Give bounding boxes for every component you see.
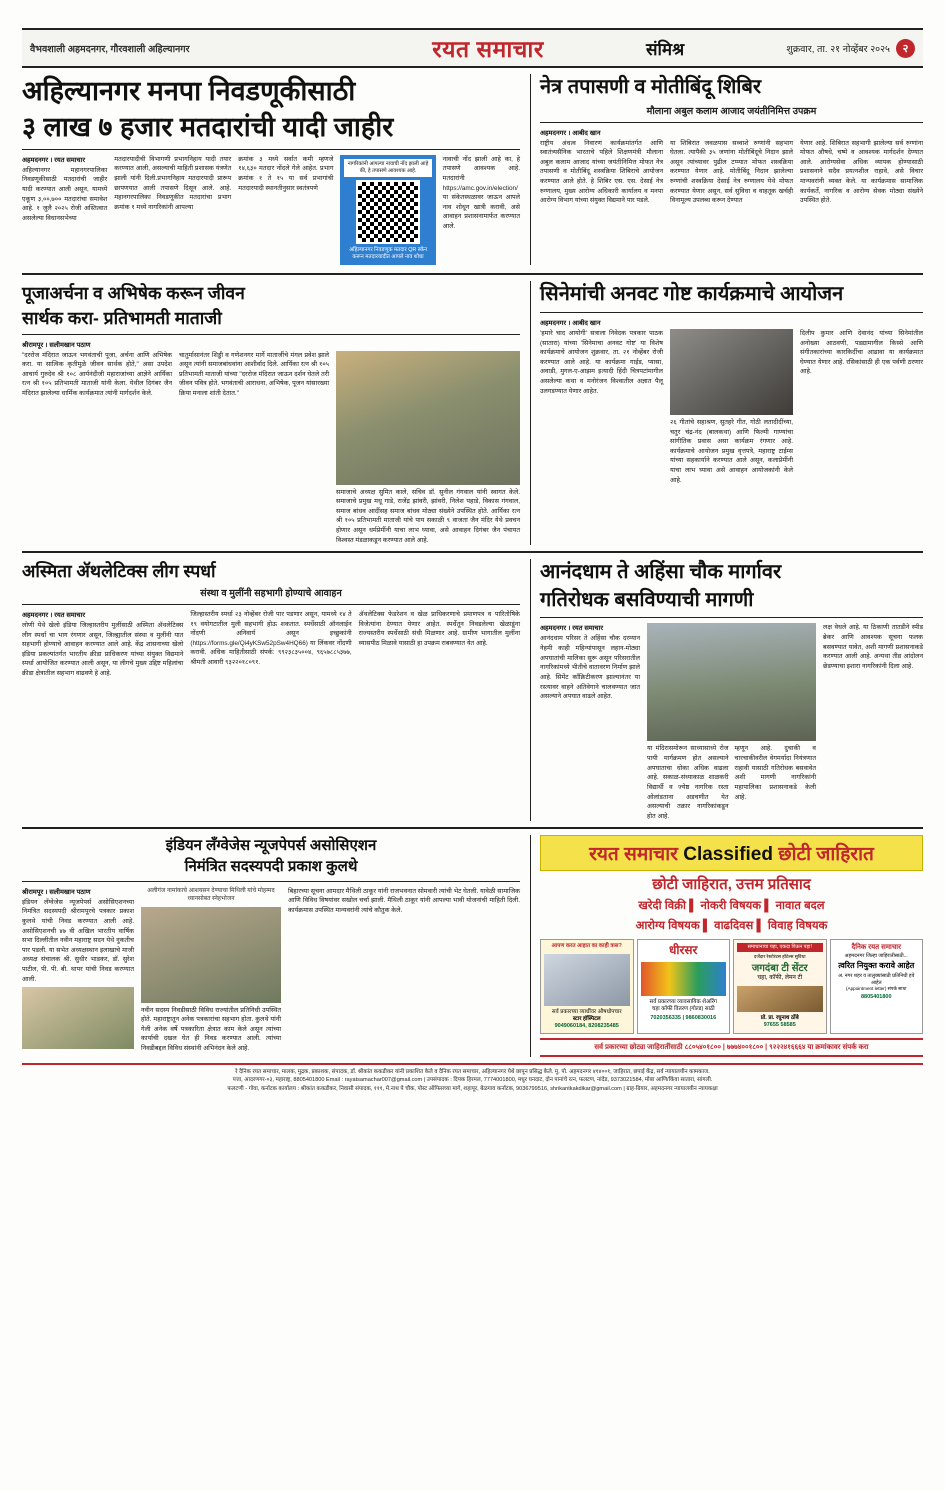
athletics-headline: अस्मिता ॲथलेटिक्स लीग स्पर्धा <box>22 561 216 582</box>
fourth-band <box>22 835 923 1057</box>
ad1-photo <box>544 954 630 1006</box>
masthead-date: शुक्रवार, ता. २१ नोव्हेंबर २०२५ <box>786 43 890 55</box>
page-footer <box>22 1065 923 1096</box>
ad1-line1: आपण करत आहात का काही त्रास? <box>551 943 622 950</box>
qr-code-icon[interactable] <box>356 180 420 244</box>
ad-recruitment[interactable] <box>830 939 924 1034</box>
speedbreaker-headline-line2: गतिरोधक बसविण्याची मागणी <box>540 588 754 611</box>
pooja-headline-line1: पूजाअर्चना व अभिषेक करून जीवन <box>22 283 245 304</box>
athletics-col3: ॲथलेटिक्स फेडरेशन व खेळ प्राधिकरणाचे प्रमाणपत्र व पारितोषिके विजेत्यांना देण्यात येणार आहेत. स्पर्धेतून निवडलेल्या खेळाडूंना राज्यस्तरीय स्पर्धेसाठी संधी मिळणार आहे. ग्रामीण भागातील मुलींना व्यासपीठ मिळावे यासाठी हा उपक्रम राबवण्यात येत आहे. <box>358 610 520 647</box>
speedbreaker-byline: अहमदनगर । रयत समाचार <box>540 625 604 633</box>
ad3-line2: दर्जेदार रेस्टोरंटस हॉटेल्स सुविधा <box>753 953 806 959</box>
classified-footer-bar: सर्व प्रकारच्या छोट्या जाहिरातींसाठी ८८०५४०१८०० | ७७७४००१८०० | ९२२२४१६६६४ या क्रमांकावर संपर्क करा <box>540 1038 923 1057</box>
classified-section <box>530 835 923 1057</box>
cinema-col3: दिलीप कुमार आणि देवानंद यांच्या सिनेमांतील अनोख्या आठवणी, पडद्यामागील किस्से आणि संगीतकारांच्या कारकिर्दीचा आढावा या कार्यक्रमात घेण्यात येणार आहे. रसिकांसाठी ही एक पर्वणी ठरणार आहे. <box>800 329 923 376</box>
eye-camp-col1: राष्ट्रीय अंधत्व निवारण कार्यक्रमांतर्गत आणि स्वातंत्र्यसैनिक भारताचे पहिले शिक्षणमंत्री मौलाना अबुल कलाम आजाद यांच्या जयंतीनिमित्त मोफत नेत्र तपासणी व मोतीबिंदू शस्त्रक्रिया शिबिराचे आयोजन करण्यात आले होते. हे शिबिर एस. एस. देसाई नेत्र रुग्णालय, मुख्य आरोग्य अधिकारी कार्यालय व मनपा आरोग्य विभाग यांच्या संयुक्त विद्यमाने पार पडले. <box>540 139 663 205</box>
ad3-line3: जगदंबा टी सेंटर <box>751 962 808 974</box>
ad2-logo <box>641 962 727 996</box>
ad4-phone[interactable]: 8805401800 <box>860 994 892 1001</box>
classified-title-1: रयत समाचार <box>589 844 678 866</box>
ad2-line3: चहा कॉफी वितरण (गोल्ड) साठी <box>651 1006 715 1013</box>
speedbreaker-col3: म्हणून आहे. दुचाकी व चारचाकीवरील वेगमर्यादा नियंत्रणात राहावी यासाठी गतिरोधक बसवावेत अशी मागणी नागरिकांनी महापालिका प्रशासनाकडे केली आहे. <box>734 745 816 801</box>
ilna-col1-top: इंडियन लँग्वेजेस न्यूजपेपर्स असोसिएशनच्या निमंत्रित सदस्यपदी श्रीरामपूरचे पत्रकार प्रकाश कुलथे यांची निवड करण्यात आली आहे. असोसिएशनची ४७ वी अखिल भारतीय वार्षिक सभा दिल्लीतील नवीन महाराष्ट्र सदन येथे नुकतीच पार पडली. या सभेत अध्यक्षस्थान इलाखाचे माजी अध्यक्ष संचालक श्री. सुधीर भाडकर, डॉ. सुरेश पाटील, पी. पी. बी. थापर यांची निवड करण्यात आली. <box>22 898 134 983</box>
top-section <box>22 74 923 265</box>
lead-col2: मतदारयादीची विभागणी प्रभागनिहाय यादी तयार करण्यात आली, असल्याची माहिती प्रशासक यंत्रणेत झाली यांनी दिली.प्रभागनिहाय मतदारयादी प्रारूप छापणयात आली तपासणे दिसून आले. आहे. महानगरपालिका निवडणूकीत मतदारांचा प्रभाग क्रमांक १ मध्ये नागरिकांनी आपल्या <box>114 155 232 211</box>
lead-col3: क्रमांक ३ मध्ये सर्वात कमी म्हणजे १४,६३० मतदार नोंदले गेले आहेत. प्रभाग क्रमांक १ ते १५ या सर्व प्रभागांची मतदारयादी स्थानतीनुसार स्वतंत्रपणे <box>238 155 334 192</box>
classified-items-line1: खरेदी विक्री ▌ नोकरी विषयक ▌ नावात बदल <box>638 900 825 913</box>
ad3-line5: प्रो. प्रा. रघुनाथ ठोंबे <box>760 1014 799 1021</box>
ad4-line5: (Appointment letter) संपर्क साधा <box>846 986 907 992</box>
cinema-photo <box>670 329 793 415</box>
page-number-badge: २ <box>896 39 915 58</box>
ilna-photo-caption: अलीगंज नामांकाचे आशयसन देण्याचा मिथिली यांचे मोहम्मद ध्यानसोबत स्नेहभोजन <box>147 887 275 903</box>
speedbreaker-headline-line1: आनंदधाम ते अहिंसा चौक मार्गावर <box>540 561 782 584</box>
cinema-col1: 'हमारे चाद आयोगी' सत्राला निवेदक पत्रकार पाठक (सातारा) यांच्या 'सिनेमाचा अनवट गोष्ट' या विशेष कार्यक्रमाचे आयोजन शुक्रवार, ता. २१ नोव्हेंबर रोजी करण्यात आले आहे. या कार्यक्रमा गाईड, प्यासा, अवाडी, मुगल-ए-आझम इत्यादी हिंदी चित्रपटांमागील असलेल्या कथा व मनोरंजन विश्वातील अज्ञात पैलू उलगडण्यात येणार आहेत. <box>540 329 663 395</box>
athletics-subhead: संस्था व मुलींनी सहभागी होण्याचे आवाहन <box>200 587 342 599</box>
second-band <box>22 281 923 545</box>
masthead-date-block <box>786 39 915 58</box>
lead-col1: अहिल्यानगर महानगरपालिका निवडणूकीसाठी मतदारांची जाहीर यादी करण्यात आली असून, यामध्ये एकूण ३,००,७०० मतदारांचा समावेश आहे. १ जुलै २०२५ रोजी अस्तित्वात असलेल्या विधानसभेच्या <box>22 166 108 222</box>
cinema-byline: अहमदनगर । आबीद खान <box>540 319 601 327</box>
ilna-col3: बिहारच्या सूचना आमदार मैथिली ठाकूर यांनी राजभवनात सोमवारी त्यांची भेट घेतली. यावेळी सामाजिक आणि विविध विषयांवर सखोल चर्चा झाली. मैथिली ठाकूर यांनी आपल्या भावी योजनांची माहिती दिली. कार्यक्रमास उपस्थित मान्यवरांनी त्यांचे कौतुक केले. <box>288 887 520 914</box>
athletics-byline: अहमदनगर । रयत समाचार <box>22 611 86 619</box>
cinema-col2: २६ गीतांचे सहाश्रण, सुतहरे गीत, गोठी लतादीदींच्या, चतुर चंद्र-नंद (बालकथा) आणि फिल्मी गाण्यांचा सांगीतिक प्रवास असा कार्यक्रम रंगणार आहे. कार्यक्रमाचे आयोजन प्रमुख वृत्तपत्रे, महाराष्ट्र टाईम्स यांच्या सहकार्याने करण्यात आले असून, कलाप्रेमींनी याचा लाभ घ्यावा असे आवाहन आयोजकांनी केले आहे. <box>670 418 793 484</box>
ilna-headline-line1: इंडियन लँग्वेजेस न्यूजपेपर्स असोसिएशन <box>165 837 377 855</box>
pooja-photo <box>336 351 520 485</box>
ad4-line4: अ. नगर शहर व तालुक्यांसाठी प्रतिनिधी हवे आहेत <box>838 973 915 986</box>
pooja-headline-line2: सार्थक करा- प्रतिभामती माताजी <box>22 307 222 328</box>
footer-line2: पत्ता, आदरणगर-०३, महाराष्ट्र, 8805401800 Email : rayatsamachar007@gmail.com | उपसंपादक : दिपक हिरमल, 7774001800, मधुर घनदाट, दोन पानांचे रत्न, फलटण, नांदेड, 9373021584, मोबा आणि/किंवा सातारा, सांगली. <box>232 1077 713 1084</box>
ilna-headline-line2: निमंत्रित सदस्यपदी प्रकाश कुलथे <box>184 858 358 876</box>
ad3-line4: चहा, कॉफी, लेमन टी <box>757 974 803 981</box>
athletics-col2: जिल्हास्तरीय स्पर्धा २३ नोव्हेंबर रोजी पार पडणार असून, यामध्ये १४ ते १९ वयोगटातील मुली सहभागी होऊ शकतात. स्पर्धेसाठी ऑनलाईन नोंदणी अनिवार्य असून इच्छुकांनी (https://forms.gle/Qi4yKSw52pSw4HQ66) या लिंकवर नोंदणी करावी. अधिक माहितीसाठी संपर्क: ९९२३८३५००४, ९६५७८८५३७७, श्रीमती आवारी ९३२२०१८०९१. <box>190 610 352 666</box>
ad-dhirsar[interactable] <box>637 939 731 1034</box>
speedbreaker-col4: लक्ष वेधले आहे. या ठिकाणी तातडीने स्पीड ब्रेकर आणि आवश्यक सूचना फलक बसवण्यात यावेत, अशी मागणी प्रशासनाकडे करण्यात आली आहे. अन्यथा तीव्र आंदोलन छेडण्याचा इशारा नागरिकांनी दिला आहे. <box>823 624 923 670</box>
masthead-tagline: वैभवशाली अहमदनगर, गौरवशाली अहिल्यानगर <box>30 43 190 55</box>
eye-camp-article <box>530 74 923 265</box>
cinema-article <box>530 281 923 545</box>
ilna-portrait-photo <box>22 987 134 1049</box>
classified-title-2: Classified <box>683 844 773 866</box>
speedbreaker-article <box>530 559 923 821</box>
qr-caption-top: नागरिकांनी आपल्या नावाची नोंद झाली आहे की, हे तपासणे आवश्यक आहे. <box>344 159 431 177</box>
ad4-line1: दैनिक रयत समाचार <box>851 944 901 952</box>
pooja-col3: समाजाचे अध्यक्ष सुमित काले, सचिव डॉ. सुनील गंगवाल यांनी स्वागत केले. समाजाचे प्रमुख मधू गाडे, राजेंद्र झांवरी, झांवरी, निलेश पहाडे, विकास गंगवाल, समाज बांधव आदींसह समाज बांधव मोठ्या संख्येने उपस्थित होते. आर्यिका रत्न श्री १०५ प्रतिभामती माताजी यांचे पाय सकाळी ९ वाजता जैन मंदिर येथे प्रवचन होणार असून धर्मप्रेमींनी याचा लाभ घ्यावा, असे आवाहन दिगंबर जैन पंचायत विश्वस्त मंडळाकडून करण्यात आले आहे. <box>336 488 520 544</box>
masthead <box>22 28 923 68</box>
footer-line3: फलटणी - गोवा, कर्नाटक कार्यालय : श्रीकांत ककडीकर, निवासी संपादक, १११, मे.नाथ पे चौक, पोस्ट ऑफिसच्या मागे, शहापूर, बेळगाव कर्नाटक, 9036799516, shrikantkakdikar@gmail.com | ग्राह-ग्रियार, अहमदनगर न्यायालयीन न्यायकक्षा <box>227 1085 718 1092</box>
ad4-line2: अहमदनगर जिल्हा जाहिरातीसाठी... <box>844 952 908 959</box>
ad3-phone[interactable]: 97655 58585 <box>763 1021 796 1028</box>
athletics-article <box>22 559 520 821</box>
footer-line1: रे दैनिक रयत समाचार, मालक, मुद्रक, प्रकाशक, संपादक, डॉ. श्रीकांत ककडीकर यांनी प्रकाशित केले व दैनिक रयत समाचार, अहिल्यानगर येथे छापून प्रसिद्ध केले. मु. पो. अहमदनगर ४१४००१, जाहिरात, छपाई केंद्र, सर्व न्यायालयीन कामकाज. <box>235 1069 710 1075</box>
ad1-line2: सर्व प्रकारच्या व्याधींवर औषधोपचार <box>551 1008 622 1015</box>
eye-camp-subhead: मौलाना अबुल कलाम आजाद जयंतीनिमित्त उपक्रम <box>646 105 817 117</box>
pooja-byline: श्रीरामपूर । सलीमखान पठाण <box>22 341 91 349</box>
pooja-col1: "दररोज मंदिरात जाऊन भगवंताची पूजा, अर्चना आणि अभिषेक करा. या सात्विक कृतीमुळे जीवन सार्थक होते," असा उपदेश आचार्य गुरुदेव श्री १०८ आर्यनंदीजी महाराजांच्या आज्ञेने आर्यिका रत्न श्री १०५ प्रतिभामती माताजी यांनी केला. येथील दिगंबर जैन मंदिरात झालेल्या धार्मिक कार्यक्रमात त्यांनी मार्गदर्शन केले. <box>22 351 172 398</box>
eye-camp-headline: नेत्र तपासणी व मोतीबिंदू शिबिर <box>540 76 762 98</box>
ad2-line1: धीरसर <box>669 943 698 958</box>
ad-jagdamba-tea[interactable] <box>733 939 827 1034</box>
lead-headline-line1: अहिल्यानगर मनपा निवडणूकीसाठी <box>22 76 356 106</box>
ilna-group-photo <box>141 907 281 1003</box>
speedbreaker-col2: या मंदिरासमोरून साध्यासाध्ये रोज पायी मार्गक्रमण होत असल्याने अपघाताचा धोका अधिक वाढला आहे. सकाळ-संध्याकाळ शाळकरी विद्यार्थी व ज्येष्ठ नागरिक रस्ता ओलांडताना अडचणीत येत असल्याची तक्रार नागरिकांकडून होत आहे. <box>647 745 729 820</box>
athletics-col1: लोणी येथे खेलो इंडिया जिल्हास्तरीय मुलींसाठी अस्मिता ॲथलेटिक्स लीग स्पर्धा चा भाग रंगणार असून, जिल्ह्यातील संस्था व मुलींनी यात सहभागी होण्याचे आवाहन करण्यात आले आहे. केंद्र शासनाच्या खेलो इंडिया प्रकल्पांतर्गत भारतीय क्रीडा प्राधिकरण यांच्या संयुक्त विद्यमाने स्पर्धा आयोजित करण्यात आली असून, या लीगचे मुख्य उद्दिष्ट महिलांचा क्रीडा क्षेत्रातील सहभाग वाढवणे हे आहे. <box>22 621 184 677</box>
classified-banner <box>540 835 923 871</box>
eye-camp-col3: येणार आहे. शिबिरात सहभागी झालेल्या सर्व रुग्णांना मोफत औषधे, चष्मे व आवश्यक मार्गदर्शन देण्यात आले. आरोग्यसेवा अधिक व्यापक होण्यासाठी प्रशासनाने सदैव प्रयत्नशील राहावे, असे विचार मान्यवरांनी व्यक्त केले. या कार्यक्रमास सामाजिक कार्यकर्ते, नागरिक व आरोग्य सेवक मोठ्या संख्येने उपस्थित होते. <box>800 139 923 205</box>
ad3-line1: समाधानाचा चहा, एकदा पिऊन पहा! <box>737 943 823 952</box>
lead-col4: नावाची नोंद झाली आहे का, हे तपासणे आवश्यक आहे. मतदारांनी https://amc.gov.in/election/ या संकेतस्थळावर जाऊन आपले नाव शोधून खात्री करावी, असे आवाहन प्रशासनामार्फत करण्यात आले. <box>442 155 520 230</box>
eye-camp-col2: या शिबिरात जवळपास सव्वाशे रुग्णांनी सहभाग घेतला. त्यापैकी ३५ जणांना मोतीबिंदूचे निदान झाले असून त्यांच्यावर पुढील टप्प्यात मोफत शस्त्रक्रिया करण्यात येणार आहे. मोतीबिंदू निदान झालेल्या रुग्णांची शस्त्रक्रिया देसाई नेत्र रुग्णालय येथे मोफत करण्यात येणार असून, सर्व सुविधा व वाहतूक खर्चही विनामूल्य उपलब्ध करून देण्यात <box>670 139 793 205</box>
ad2-line2: सर्व प्रकारच्या व्यावसायिक शेअरिंग <box>649 999 717 1006</box>
lead-headline-line2: ३ लाख ७ हजार मतदारांची यादी जाहीर <box>22 111 394 142</box>
cinema-headline: सिनेमांची अनवट गोष्ट कार्यक्रमाचे आयोजन <box>540 283 844 306</box>
pooja-col2: चातुर्मासानंतर शिड्डी व गणेशनगर मार्गे माताजींचे मंगल प्रवेश झाले असून त्यांनी समाजबांधवांना आशीर्वाद दिले. आर्यिका रत्न श्री १०५ प्रतिभामती माताजी यांच्या "दररोज मंदिरात जाऊन दर्शन घेतले तरी जीवन पवित्र होते. भगवंताची आराधना, अभिषेक, पूजन यांसारख्या क्रिया मनाला शांती देतात." <box>179 351 329 398</box>
ilna-article <box>22 835 520 1057</box>
masthead-title: रयत समाचार <box>432 36 544 62</box>
classified-title-3: छोटी जाहिरात <box>778 844 874 866</box>
ilna-byline: श्रीरामपूर । सलीमखान पठाण <box>22 888 91 896</box>
lead-story <box>22 74 520 265</box>
lead-byline: अहमदनगर । रयत समाचार <box>22 156 86 164</box>
ad1-phone[interactable]: 9049060184, 8208235485 <box>554 1022 619 1029</box>
third-band <box>22 559 923 821</box>
speedbreaker-photo <box>647 623 816 741</box>
speedbreaker-col1: आनंदधाम परिसर ते अहिंसा चौक दरम्यान नेहमी काही महिन्यांपासून लहान-मोठ्या अपघातांची मालिका सुरू असून परिसरातील नागरिकांमध्ये भीतीचे वातावरण निर्माण झाले आहे. सिमेंट काँक्रिटीकरण झाल्यानंतर या रस्त्यावर वाहने अतिवेगाने चालवण्यात जात असल्याने अपघात वाढले आहेत. <box>540 635 640 701</box>
ad-star-hospital[interactable] <box>540 939 634 1034</box>
ad4-line3: त्वरित नियुक्त करावे आहेत <box>838 961 915 971</box>
ad1-line3: स्टार हॉस्पिटल <box>572 1015 601 1022</box>
classified-subtitle: छोटी जाहिरात, उत्तम प्रतिसाद <box>652 876 811 894</box>
classified-ads-row <box>540 939 923 1034</box>
ilna-col2: नवीन सदस्य निवडीसाठी विविध राज्यांतील प्रतिनिधी उपस्थित होते. महाराष्ट्रातून अनेक पत्रकारांचा सहभाग होता. कुलथे यांनी गेली अनेक वर्षे पत्रकारिता क्षेत्रात काम केले असून त्यांच्या कार्याची दखल घेत ही निवड करण्यात आली. त्यांच्या निवडीबद्दल विविध संस्थांनी अभिनंदन केले आहे. <box>141 1006 281 1052</box>
ad2-phone[interactable]: 7020356335 | 9860830016 <box>650 1015 717 1022</box>
ad3-photo <box>737 986 823 1012</box>
qr-promo-box <box>340 155 435 266</box>
eye-camp-byline: अहमदनगर । आबीद खान <box>540 129 601 137</box>
masthead-section: संमिश्र <box>646 39 685 59</box>
classified-items-line2: आरोग्य विषयक ▌ वाढदिवस ▌ विवाह विषयक <box>635 919 828 932</box>
qr-caption-bottom: अहिल्यानगर निवडणूक मतदार QR स्कॅन करून मतदारयादीत आपले नाव शोधा <box>349 246 428 261</box>
pooja-article <box>22 281 520 545</box>
